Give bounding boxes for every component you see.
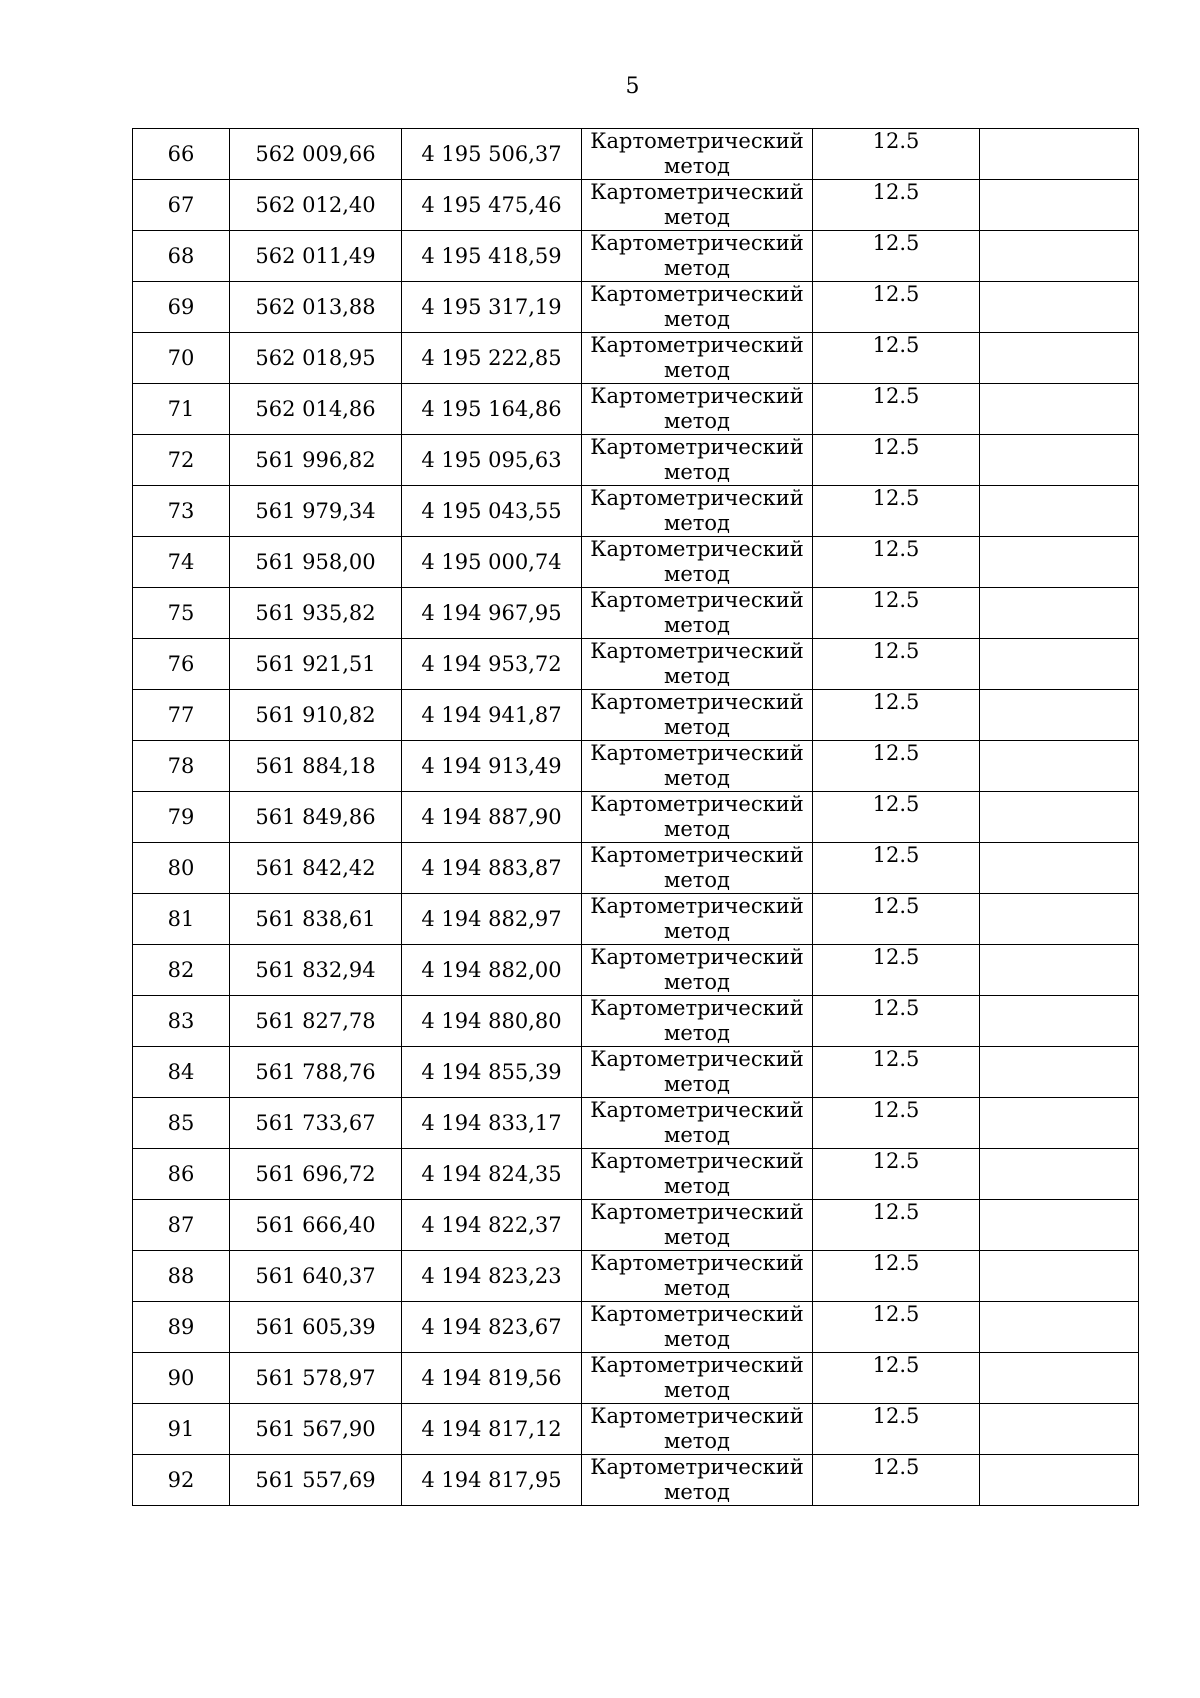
y-coordinate-cell: 4 194 941,87 — [402, 690, 582, 741]
method-text-line2: метод — [664, 307, 730, 331]
method-cell — [582, 894, 813, 945]
table-row — [133, 1404, 1139, 1455]
note-cell — [980, 231, 1139, 282]
coordinates-table — [132, 128, 1139, 1506]
method-cell — [582, 1200, 813, 1251]
y-coordinate-cell: 4 195 418,59 — [402, 231, 582, 282]
x-coordinate-cell: 561 884,18 — [230, 741, 402, 792]
method-text-line1: Картометрический — [590, 333, 804, 357]
point-number-cell: 67 — [133, 180, 230, 231]
accuracy-cell: 12.5 — [813, 1047, 980, 1098]
method-text-line1: Картометрический — [590, 282, 804, 306]
note-cell — [980, 129, 1139, 180]
note-cell — [980, 792, 1139, 843]
x-coordinate-cell: 561 921,51 — [230, 639, 402, 690]
x-coordinate-cell: 561 557,69 — [230, 1455, 402, 1506]
note-cell — [980, 1404, 1139, 1455]
point-number-cell: 92 — [133, 1455, 230, 1506]
accuracy-cell: 12.5 — [813, 486, 980, 537]
method-text-line1: Картометрический — [590, 894, 804, 918]
y-coordinate-cell: 4 194 823,23 — [402, 1251, 582, 1302]
point-number-cell: 73 — [133, 486, 230, 537]
x-coordinate-cell: 561 827,78 — [230, 996, 402, 1047]
method-text-line1: Картометрический — [590, 792, 804, 816]
method-text-line2: метод — [664, 817, 730, 841]
method-cell — [582, 996, 813, 1047]
page-number: 5 — [625, 74, 640, 99]
accuracy-cell: 12.5 — [813, 945, 980, 996]
method-text-line1: Картометрический — [590, 129, 804, 153]
table-row — [133, 1302, 1139, 1353]
method-cell — [582, 1098, 813, 1149]
y-coordinate-cell: 4 194 887,90 — [402, 792, 582, 843]
accuracy-cell: 12.5 — [813, 180, 980, 231]
accuracy-cell: 12.5 — [813, 894, 980, 945]
accuracy-cell: 12.5 — [813, 1149, 980, 1200]
method-text-line2: метод — [664, 1327, 730, 1351]
point-number-cell: 85 — [133, 1098, 230, 1149]
method-cell — [582, 1353, 813, 1404]
method-text-line2: метод — [664, 1021, 730, 1045]
accuracy-cell: 12.5 — [813, 1353, 980, 1404]
table-row — [133, 1251, 1139, 1302]
x-coordinate-cell: 562 012,40 — [230, 180, 402, 231]
point-number-cell: 81 — [133, 894, 230, 945]
x-coordinate-cell: 561 996,82 — [230, 435, 402, 486]
y-coordinate-cell: 4 194 855,39 — [402, 1047, 582, 1098]
accuracy-cell: 12.5 — [813, 792, 980, 843]
accuracy-cell: 12.5 — [813, 690, 980, 741]
point-number-cell: 68 — [133, 231, 230, 282]
method-text-line1: Картометрический — [590, 843, 804, 867]
method-text-line1: Картометрический — [590, 180, 804, 204]
point-number-cell: 84 — [133, 1047, 230, 1098]
table-row — [133, 1149, 1139, 1200]
y-coordinate-cell: 4 194 882,00 — [402, 945, 582, 996]
note-cell — [980, 639, 1139, 690]
y-coordinate-cell: 4 194 817,95 — [402, 1455, 582, 1506]
y-coordinate-cell: 4 195 475,46 — [402, 180, 582, 231]
table-row — [133, 894, 1139, 945]
point-number-cell: 77 — [133, 690, 230, 741]
method-text-line1: Картометрический — [590, 1149, 804, 1173]
method-cell — [582, 282, 813, 333]
note-cell — [980, 1200, 1139, 1251]
table-row — [133, 690, 1139, 741]
accuracy-cell: 12.5 — [813, 1251, 980, 1302]
accuracy-cell: 12.5 — [813, 384, 980, 435]
accuracy-cell: 12.5 — [813, 843, 980, 894]
method-text-line2: метод — [664, 613, 730, 637]
method-text-line2: метод — [664, 511, 730, 535]
point-number-cell: 76 — [133, 639, 230, 690]
method-text-line2: метод — [664, 1123, 730, 1147]
point-number-cell: 69 — [133, 282, 230, 333]
y-coordinate-cell: 4 195 222,85 — [402, 333, 582, 384]
method-text-line2: метод — [664, 1276, 730, 1300]
x-coordinate-cell: 561 666,40 — [230, 1200, 402, 1251]
x-coordinate-cell: 561 979,34 — [230, 486, 402, 537]
x-coordinate-cell: 561 605,39 — [230, 1302, 402, 1353]
point-number-cell: 82 — [133, 945, 230, 996]
method-text-line2: метод — [664, 664, 730, 688]
y-coordinate-cell: 4 194 913,49 — [402, 741, 582, 792]
note-cell — [980, 843, 1139, 894]
table-row — [133, 741, 1139, 792]
table-row — [133, 588, 1139, 639]
y-coordinate-cell: 4 194 819,56 — [402, 1353, 582, 1404]
point-number-cell: 75 — [133, 588, 230, 639]
x-coordinate-cell: 561 838,61 — [230, 894, 402, 945]
point-number-cell: 88 — [133, 1251, 230, 1302]
table-row — [133, 180, 1139, 231]
method-text-line2: метод — [664, 919, 730, 943]
method-text-line2: метод — [664, 358, 730, 382]
accuracy-cell: 12.5 — [813, 537, 980, 588]
method-text-line2: метод — [664, 1072, 730, 1096]
y-coordinate-cell: 4 194 824,35 — [402, 1149, 582, 1200]
method-text-line1: Картометрический — [590, 231, 804, 255]
method-cell — [582, 180, 813, 231]
x-coordinate-cell: 561 640,37 — [230, 1251, 402, 1302]
method-text-line1: Картометрический — [590, 996, 804, 1020]
method-text-line2: метод — [664, 460, 730, 484]
method-text-line1: Картометрический — [590, 1302, 804, 1326]
note-cell — [980, 537, 1139, 588]
point-number-cell: 74 — [133, 537, 230, 588]
method-text-line1: Картометрический — [590, 1047, 804, 1071]
note-cell — [980, 282, 1139, 333]
table-row — [133, 1353, 1139, 1404]
accuracy-cell: 12.5 — [813, 333, 980, 384]
x-coordinate-cell: 561 910,82 — [230, 690, 402, 741]
method-text-line2: метод — [664, 205, 730, 229]
method-cell — [582, 384, 813, 435]
accuracy-cell: 12.5 — [813, 639, 980, 690]
y-coordinate-cell: 4 194 833,17 — [402, 1098, 582, 1149]
method-cell — [582, 639, 813, 690]
method-cell — [582, 588, 813, 639]
method-cell — [582, 231, 813, 282]
method-text-line2: метод — [664, 868, 730, 892]
method-text-line2: метод — [664, 256, 730, 280]
method-text-line1: Картометрический — [590, 1353, 804, 1377]
accuracy-cell: 12.5 — [813, 1098, 980, 1149]
table-row — [133, 537, 1139, 588]
note-cell — [980, 1251, 1139, 1302]
y-coordinate-cell: 4 194 967,95 — [402, 588, 582, 639]
method-cell — [582, 945, 813, 996]
point-number-cell: 90 — [133, 1353, 230, 1404]
y-coordinate-cell: 4 194 822,37 — [402, 1200, 582, 1251]
point-number-cell: 66 — [133, 129, 230, 180]
method-cell — [582, 1251, 813, 1302]
note-cell — [980, 690, 1139, 741]
x-coordinate-cell: 562 014,86 — [230, 384, 402, 435]
x-coordinate-cell: 561 958,00 — [230, 537, 402, 588]
method-text-line1: Картометрический — [590, 945, 804, 969]
method-text-line2: метод — [664, 1429, 730, 1453]
accuracy-cell: 12.5 — [813, 435, 980, 486]
method-text-line1: Картометрический — [590, 1404, 804, 1428]
table-row — [133, 1098, 1139, 1149]
y-coordinate-cell: 4 194 823,67 — [402, 1302, 582, 1353]
method-text-line2: метод — [664, 1174, 730, 1198]
point-number-cell: 78 — [133, 741, 230, 792]
method-cell — [582, 741, 813, 792]
note-cell — [980, 894, 1139, 945]
y-coordinate-cell: 4 195 164,86 — [402, 384, 582, 435]
accuracy-cell: 12.5 — [813, 231, 980, 282]
coordinates-table-body — [133, 129, 1139, 1506]
table-row — [133, 282, 1139, 333]
x-coordinate-cell: 561 935,82 — [230, 588, 402, 639]
method-text-line2: метод — [664, 1225, 730, 1249]
note-cell — [980, 1302, 1139, 1353]
method-cell — [582, 1404, 813, 1455]
y-coordinate-cell: 4 195 000,74 — [402, 537, 582, 588]
y-coordinate-cell: 4 195 317,19 — [402, 282, 582, 333]
note-cell — [980, 1455, 1139, 1506]
note-cell — [980, 486, 1139, 537]
point-number-cell: 83 — [133, 996, 230, 1047]
accuracy-cell: 12.5 — [813, 282, 980, 333]
method-cell — [582, 1149, 813, 1200]
point-number-cell: 70 — [133, 333, 230, 384]
table-row — [133, 792, 1139, 843]
method-cell — [582, 1047, 813, 1098]
note-cell — [980, 333, 1139, 384]
method-text-line1: Картометрический — [590, 741, 804, 765]
method-cell — [582, 435, 813, 486]
point-number-cell: 72 — [133, 435, 230, 486]
y-coordinate-cell: 4 194 883,87 — [402, 843, 582, 894]
note-cell — [980, 588, 1139, 639]
note-cell — [980, 180, 1139, 231]
x-coordinate-cell: 562 018,95 — [230, 333, 402, 384]
point-number-cell: 79 — [133, 792, 230, 843]
x-coordinate-cell: 561 733,67 — [230, 1098, 402, 1149]
note-cell — [980, 1047, 1139, 1098]
method-text-line1: Картометрический — [590, 690, 804, 714]
accuracy-cell: 12.5 — [813, 1302, 980, 1353]
table-row — [133, 333, 1139, 384]
y-coordinate-cell: 4 194 953,72 — [402, 639, 582, 690]
accuracy-cell: 12.5 — [813, 1455, 980, 1506]
method-cell — [582, 690, 813, 741]
table-row — [133, 843, 1139, 894]
table-row — [133, 1047, 1139, 1098]
note-cell — [980, 435, 1139, 486]
note-cell — [980, 1149, 1139, 1200]
note-cell — [980, 1353, 1139, 1404]
y-coordinate-cell: 4 194 882,97 — [402, 894, 582, 945]
method-text-line2: метод — [664, 154, 730, 178]
point-number-cell: 86 — [133, 1149, 230, 1200]
table-row — [133, 129, 1139, 180]
method-text-line1: Картометрический — [590, 1098, 804, 1122]
point-number-cell: 71 — [133, 384, 230, 435]
accuracy-cell: 12.5 — [813, 996, 980, 1047]
x-coordinate-cell: 561 567,90 — [230, 1404, 402, 1455]
x-coordinate-cell: 561 696,72 — [230, 1149, 402, 1200]
y-coordinate-cell: 4 194 817,12 — [402, 1404, 582, 1455]
y-coordinate-cell: 4 195 095,63 — [402, 435, 582, 486]
accuracy-cell: 12.5 — [813, 741, 980, 792]
x-coordinate-cell: 562 011,49 — [230, 231, 402, 282]
accuracy-cell: 12.5 — [813, 1404, 980, 1455]
note-cell — [980, 945, 1139, 996]
method-text-line2: метод — [664, 1480, 730, 1504]
table-row — [133, 486, 1139, 537]
method-cell — [582, 792, 813, 843]
method-text-line1: Картометрический — [590, 1251, 804, 1275]
x-coordinate-cell: 562 013,88 — [230, 282, 402, 333]
method-text-line1: Картометрический — [590, 486, 804, 510]
table-row — [133, 996, 1139, 1047]
method-text-line2: метод — [664, 715, 730, 739]
method-text-line2: метод — [664, 409, 730, 433]
table-row — [133, 435, 1139, 486]
method-text-line2: метод — [664, 1378, 730, 1402]
table-row — [133, 639, 1139, 690]
note-cell — [980, 996, 1139, 1047]
table-row — [133, 231, 1139, 282]
note-cell — [980, 1098, 1139, 1149]
method-text-line1: Картометрический — [590, 537, 804, 561]
x-coordinate-cell: 562 009,66 — [230, 129, 402, 180]
point-number-cell: 89 — [133, 1302, 230, 1353]
method-text-line1: Картометрический — [590, 384, 804, 408]
method-cell — [582, 129, 813, 180]
table-row — [133, 1200, 1139, 1251]
table-row — [133, 384, 1139, 435]
y-coordinate-cell: 4 195 043,55 — [402, 486, 582, 537]
accuracy-cell: 12.5 — [813, 1200, 980, 1251]
x-coordinate-cell: 561 788,76 — [230, 1047, 402, 1098]
method-cell — [582, 486, 813, 537]
x-coordinate-cell: 561 578,97 — [230, 1353, 402, 1404]
method-text-line1: Картометрический — [590, 588, 804, 612]
accuracy-cell: 12.5 — [813, 129, 980, 180]
point-number-cell: 80 — [133, 843, 230, 894]
note-cell — [980, 384, 1139, 435]
point-number-cell: 87 — [133, 1200, 230, 1251]
method-cell — [582, 1302, 813, 1353]
method-text-line2: метод — [664, 562, 730, 586]
method-text-line2: метод — [664, 970, 730, 994]
method-cell — [582, 537, 813, 588]
method-cell — [582, 333, 813, 384]
accuracy-cell: 12.5 — [813, 588, 980, 639]
x-coordinate-cell: 561 842,42 — [230, 843, 402, 894]
table-row — [133, 945, 1139, 996]
method-cell — [582, 1455, 813, 1506]
point-number-cell: 91 — [133, 1404, 230, 1455]
x-coordinate-cell: 561 849,86 — [230, 792, 402, 843]
method-text-line1: Картометрический — [590, 1455, 804, 1479]
note-cell — [980, 741, 1139, 792]
table-row — [133, 1455, 1139, 1506]
x-coordinate-cell: 561 832,94 — [230, 945, 402, 996]
y-coordinate-cell: 4 195 506,37 — [402, 129, 582, 180]
y-coordinate-cell: 4 194 880,80 — [402, 996, 582, 1047]
method-text-line1: Картометрический — [590, 435, 804, 459]
method-text-line1: Картометрический — [590, 639, 804, 663]
method-text-line1: Картометрический — [590, 1200, 804, 1224]
method-text-line2: метод — [664, 766, 730, 790]
method-cell — [582, 843, 813, 894]
